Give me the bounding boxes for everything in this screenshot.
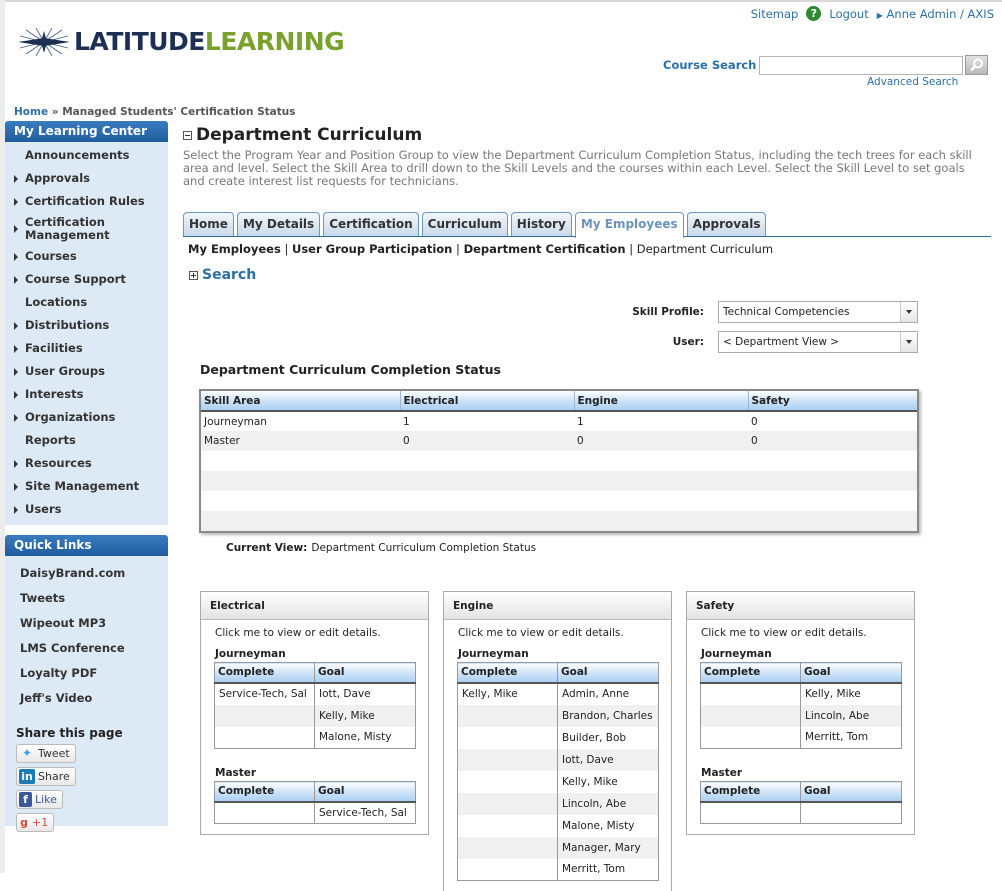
empty-row [201,451,917,471]
quick-link[interactable]: Loyalty PDF [20,665,98,680]
table-cell[interactable]: 0 [751,415,758,428]
current-view-value: Department Curriculum Completion Status [311,542,537,554]
quick-link[interactable]: Wipeout MP3 [20,615,107,630]
sidebar-title: My Learning Center [5,121,168,142]
tab-my-details[interactable]: My Details [237,212,320,236]
tab-bar [183,212,991,237]
tab-certification[interactable]: Certification [323,212,418,236]
complete-cell [701,705,801,727]
sidebar-item-course-support[interactable]: Course Support [5,268,168,291]
empty-row [201,471,917,491]
column-header: Complete [458,663,558,683]
sidebar-item-interests[interactable]: Interests [5,383,168,406]
skill-profile-select[interactable]: Technical Competencies [718,301,918,323]
goal-cell[interactable]: Kelly, Mike [558,771,659,793]
goal-cell[interactable]: Manager, Mary [558,837,659,859]
table-row[interactable] [701,705,902,727]
sitemap-link[interactable]: Sitemap [750,6,799,21]
complete-cell [215,802,315,824]
table-row[interactable] [215,705,416,727]
column-header: Complete [701,782,801,802]
logout-link[interactable]: Logout [829,6,869,21]
column-header[interactable]: Safety [748,391,917,411]
subnav-separator: | [456,242,460,256]
table-row[interactable] [458,705,659,727]
main-content [183,124,991,876]
tab-home[interactable]: Home [183,212,234,236]
table-cell[interactable]: 0 [748,431,917,451]
table-row[interactable] [458,815,659,837]
tab-my-employees[interactable]: My Employees [575,212,684,238]
electrical-panel[interactable] [200,591,429,835]
page-description: Select the Program Year and Position Group to view the Department Curriculum Completion Status, including the tech trees for each skill area and level. Select the Skill Area to drill down to the Skill Levels and the courses within each Level. Select the Skill Level to set goals and create interest list requests for technicians. [183,148,972,188]
subnav-my-employees[interactable]: My Employees [188,242,281,256]
sidebar-item-organizations[interactable]: Organizations [5,406,168,429]
column-header[interactable]: Skill Area [201,391,400,411]
course-search-label: Course Search [663,58,757,72]
goal-cell[interactable]: Kelly, Mike [315,705,416,727]
goal-cell[interactable]: Lincoln, Abe [801,705,902,727]
goal-cell [801,802,902,824]
quick-link[interactable]: LMS Conference [20,640,125,655]
top-border [0,0,1002,2]
advanced-search-link[interactable]: Advanced Search [867,76,959,88]
column-header: Complete [215,782,315,802]
empty-row [201,511,917,531]
complete-cell [458,837,558,859]
complete-cell[interactable]: Service-Tech, Sal [215,683,315,705]
table-row[interactable] [215,683,416,705]
chevron-down-icon [900,332,917,352]
subnav-department-curriculum: Department Curriculum [636,242,774,256]
breadcrumb-separator: » [51,106,59,118]
breadcrumb-current: Managed Students' Certification Status [62,106,296,118]
status-title: Department Curriculum Completion Status [200,362,501,377]
quick-links [5,556,168,716]
column-header: Goal [558,663,659,683]
panel-title: Safety [687,592,914,620]
sidebar-item-certification-management[interactable]: Certification Management [5,213,168,245]
sidebar-item-reports[interactable]: Reports [25,433,76,447]
table-row[interactable] [215,802,416,824]
goal-cell[interactable]: Malone, Misty [315,727,416,749]
user-name: Anne Admin / AXIS [886,6,994,21]
column-header: Goal [315,663,416,683]
sidebar-item-announcements[interactable]: Announcements [25,148,130,162]
expand-arrow-icon [14,198,18,206]
master-table [700,781,902,824]
user-menu[interactable] [877,7,994,21]
table-row[interactable] [201,411,917,431]
tab-history[interactable]: History [511,212,572,236]
complete-cell [215,727,315,749]
linkedin-icon: in [19,769,35,784]
complete-cell [458,771,558,793]
level-journeyman-label: Journeyman [701,648,772,660]
sidebar-item-distributions[interactable]: Distributions [5,314,168,337]
breadcrumb-home[interactable]: Home [14,106,49,118]
expand-arrow-icon [14,322,18,330]
linkedin-share-button[interactable]: in Share [16,767,76,786]
table-row[interactable] [701,683,902,705]
table-cell[interactable]: 1 [403,415,410,428]
panel-title: Engine [444,592,671,620]
expand-arrow-icon [14,483,18,491]
expand-arrow-icon [14,253,18,261]
sidebar-item-courses[interactable]: Courses [5,245,168,268]
subnav-separator: | [629,242,634,256]
sidebar-item-locations[interactable]: Locations [25,295,88,309]
engine-panel[interactable] [443,591,672,891]
expand-plus-icon [189,271,198,280]
table-row[interactable] [201,431,917,451]
complete-cell [701,802,801,824]
goal-cell[interactable]: Iott, Dave [558,749,659,771]
table-cell[interactable]: 1 [577,415,584,428]
skill-profile-label: Skill Profile: [632,306,704,318]
sidebar-menu [5,142,168,525]
breadcrumb [14,106,296,118]
tab-curriculum[interactable]: Curriculum [422,212,508,236]
sidebar-item-users[interactable]: Users [5,498,168,521]
complete-cell [458,727,558,749]
quick-links-title: Quick Links [5,535,168,556]
quick-link[interactable]: Tweets [20,590,66,605]
tweet-button[interactable]: ✦ Tweet [16,744,76,763]
table-row[interactable] [701,802,902,824]
expand-arrow-icon [14,506,18,514]
sidebar-item-site-management[interactable]: Site Management [5,475,168,498]
complete-cell [701,727,801,749]
chevron-down-icon [900,302,917,322]
level-master-label: Master [215,767,257,779]
twitter-bird-icon: ✦ [21,746,33,760]
complete-cell [458,859,558,881]
expand-arrow-icon [14,368,18,376]
quick-link[interactable]: DaisyBrand.com [20,565,126,580]
complete-cell[interactable]: Kelly, Mike [458,683,558,705]
skill-profile-filter [624,301,918,323]
journeyman-table [214,662,416,749]
level-journeyman-label: Journeyman [458,648,529,660]
subnav-user-group-participation[interactable]: User Group Participation [292,242,453,256]
google-plus-button[interactable]: g +1 [16,813,54,832]
column-header[interactable]: Electrical [400,391,574,411]
user-select[interactable]: < Department View > [718,331,918,353]
table-row[interactable] [215,727,416,749]
current-view [226,542,536,554]
journeyman-table [700,662,902,749]
facebook-icon: f [19,792,32,807]
collapse-icon[interactable] [183,131,192,140]
column-header[interactable]: Engine [574,391,748,411]
goal-cell[interactable]: Brandon, Charles [558,705,659,727]
sidebar-item-facilities[interactable]: Facilities [5,337,168,360]
goal-cell[interactable]: Service-Tech, Sal [315,802,416,824]
table-row[interactable] [458,749,659,771]
table-row[interactable] [458,793,659,815]
expand-arrow-icon [14,414,18,422]
goal-cell[interactable]: Admin, Anne [558,683,659,705]
expand-arrow-icon [14,276,18,284]
table-row[interactable] [701,727,902,749]
magnifier-icon [970,58,984,72]
sidebar-item-user-groups[interactable]: User Groups [5,360,168,383]
panel-title: Electrical [201,592,428,620]
column-header: Complete [701,663,801,683]
share-section [5,716,168,829]
user-label: User: [672,336,704,348]
panel-hint[interactable]: Click me to view or edit details. [215,627,381,639]
subnav-department-certification[interactable]: Department Certification [463,242,626,256]
goal-cell[interactable]: Iott, Dave [315,683,416,705]
goal-cell[interactable]: Lincoln, Abe [558,793,659,815]
table-row[interactable] [458,683,659,705]
sidebar-item-certification-rules[interactable]: Certification Rules [5,190,168,213]
goal-cell[interactable]: Merritt, Tom [558,859,659,881]
complete-cell [458,793,558,815]
expand-arrow-icon [14,460,18,468]
share-title: Share this page [16,726,123,740]
tab-approvals[interactable]: Approvals [687,212,767,236]
goal-cell[interactable]: Malone, Misty [558,815,659,837]
complete-cell [701,683,801,705]
expand-arrow-icon [14,345,18,353]
user-filter [624,331,918,353]
sidebar [5,121,168,829]
goal-cell[interactable]: Kelly, Mike [801,683,902,705]
table-cell[interactable]: Master [201,431,400,451]
complete-cell [458,749,558,771]
facebook-like-button[interactable]: f Like [16,790,63,809]
complete-cell [215,705,315,727]
column-header: Goal [315,782,416,802]
table-row[interactable] [458,771,659,793]
column-header: Goal [801,782,902,802]
quick-link[interactable]: Jeff's Video [20,690,93,705]
column-header: Complete [215,663,315,683]
expand-arrow-icon [14,391,18,399]
table-cell[interactable]: 0 [400,431,574,451]
panel-hint[interactable]: Click me to view or edit details. [701,627,867,639]
complete-cell [458,705,558,727]
table-row[interactable] [458,727,659,749]
goal-cell[interactable]: Merritt, Tom [801,727,902,749]
grid-header-row [201,391,917,411]
subnav-separator: | [284,242,289,256]
panel-hint[interactable]: Click me to view or edit details. [458,627,624,639]
journeyman-table [457,662,659,881]
top-links [751,6,994,21]
empty-row [201,491,917,511]
complete-cell [458,815,558,837]
safety-panel[interactable] [686,591,915,835]
search-toggle[interactable]: Search [189,267,256,283]
table-cell[interactable]: Journeyman [204,415,267,428]
table-cell[interactable]: 0 [574,431,748,451]
goal-cell[interactable]: Builder, Bob [558,727,659,749]
expand-arrow-icon [14,175,18,183]
level-master-label: Master [701,767,743,779]
help-icon[interactable]: ? [806,6,821,21]
course-search [663,55,988,75]
logo-text: LATITUDELEARNING [74,27,345,56]
column-header: Goal [801,663,902,683]
completion-grid [199,389,919,533]
compass-star-icon [18,28,70,56]
table-row[interactable] [458,837,659,859]
sidebar-item-approvals[interactable]: Approvals [5,167,168,190]
table-row[interactable] [458,859,659,881]
sub-navigation [188,242,773,256]
master-table [214,781,416,824]
course-search-input[interactable] [759,56,963,75]
triangle-right-icon: ▶ [876,10,883,20]
page-title: Department Curriculum [183,124,991,146]
logo[interactable] [18,22,344,62]
course-search-button[interactable] [965,55,988,75]
google-plus-icon: g [20,816,28,829]
expand-arrow-icon [14,225,18,233]
sidebar-item-resources[interactable]: Resources [5,452,168,475]
level-journeyman-label: Journeyman [215,648,286,660]
current-view-label: Current View: [226,542,308,554]
